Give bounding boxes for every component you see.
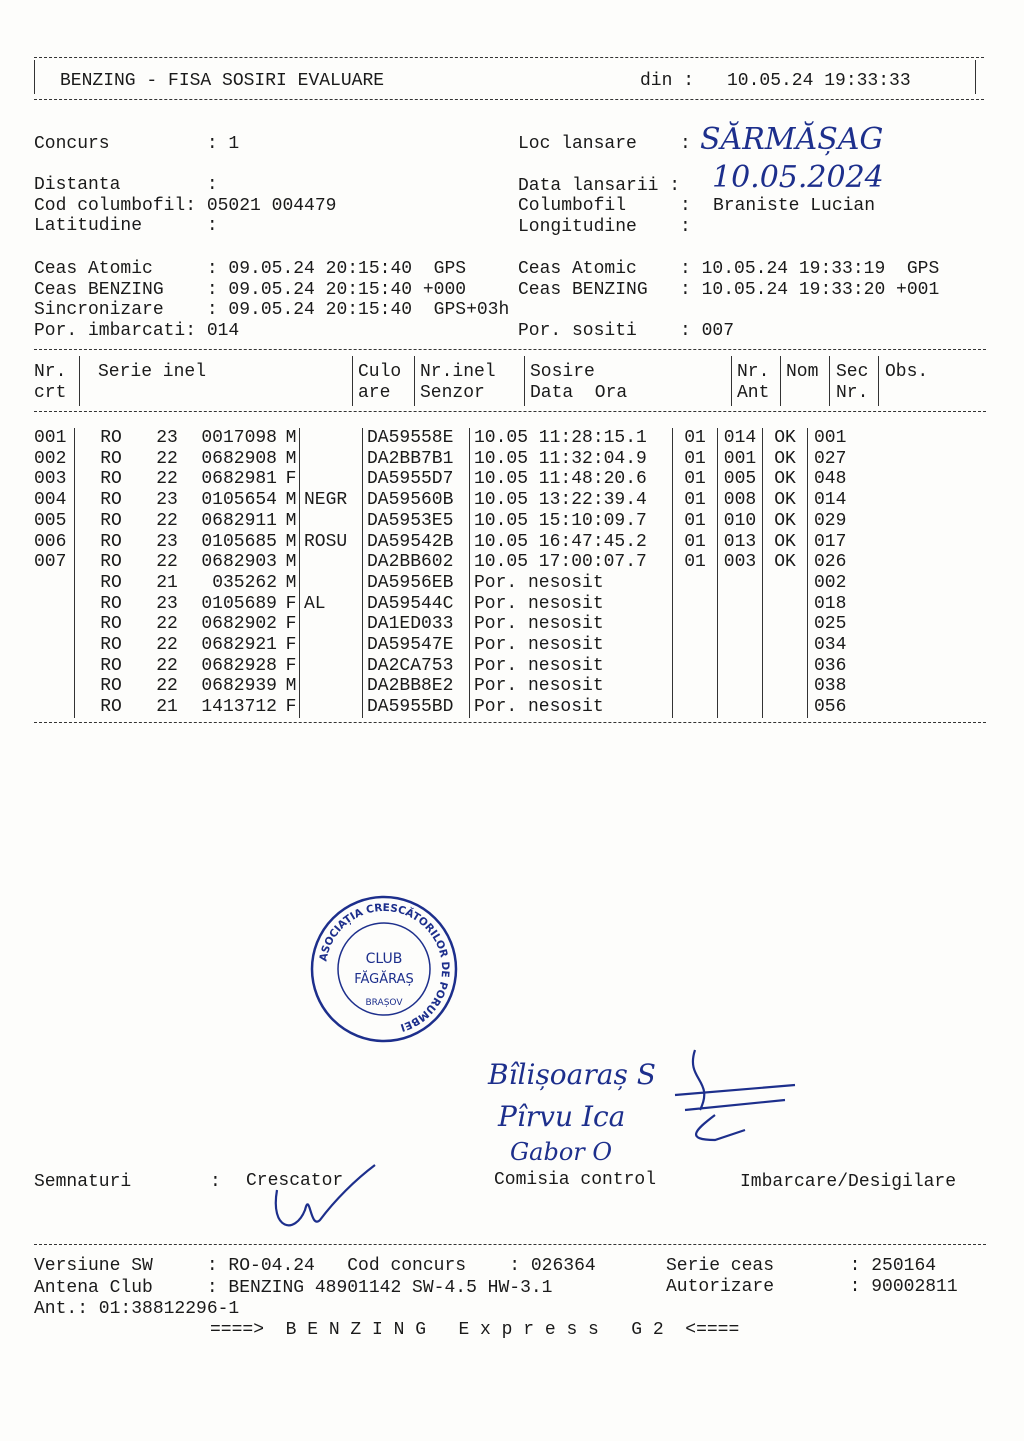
cell-nr: 001 — [34, 428, 75, 449]
table-row — [34, 449, 904, 470]
cell-sos: 10.05 16:47:45.2 — [470, 532, 673, 553]
cell-nom: 001 — [718, 449, 763, 470]
cell-yr: 21 — [156, 572, 178, 593]
cell-obs: 027 — [814, 448, 847, 469]
head-sep-2 — [352, 356, 353, 406]
cell-nr — [34, 697, 75, 718]
cell-col — [300, 635, 363, 656]
cell-sen: DA5955BD — [363, 697, 470, 718]
cell-obs: 018 — [814, 593, 847, 614]
cell-nom: 013 — [718, 532, 763, 553]
cell-sec: OK — [763, 449, 808, 470]
cell-sos: 10.05 11:32:04.9 — [470, 449, 673, 470]
cell-obs: 034 — [814, 635, 847, 656]
header-bottom-border — [34, 99, 984, 100]
cell-sex: F — [283, 656, 300, 677]
cell-sex: M — [283, 428, 300, 449]
header-left-border — [34, 60, 35, 94]
header-top-border — [34, 57, 984, 58]
cell-yr: 22 — [156, 635, 178, 656]
cell-nom: 010 — [718, 511, 763, 532]
cell-ant: 01 — [673, 449, 718, 470]
por-sositi-field: Por. sositi : 007 — [518, 321, 735, 341]
cell-nr — [34, 573, 75, 594]
cell-sec — [763, 676, 808, 697]
cell-yr: 23 — [156, 593, 178, 614]
table-row — [34, 635, 904, 656]
cell-sex: F — [283, 635, 300, 656]
cell-nom — [718, 573, 763, 594]
cell-obs: 002 — [814, 572, 847, 593]
cell-num: 0682939 — [201, 676, 277, 697]
head-sep-6 — [780, 356, 781, 406]
head-sep-3 — [414, 356, 415, 406]
ceas-benzing-left: Ceas BENZING : 09.05.24 20:15:40 +000 — [34, 280, 467, 300]
cell-sec — [763, 594, 808, 615]
footer-ant: Ant.: 01:38812296-1 — [34, 1299, 240, 1319]
cell-ant: 01 — [673, 532, 718, 553]
table-row — [34, 469, 904, 490]
col-head-crt: crt — [34, 383, 67, 403]
cell-sos: Por. nesosit — [470, 614, 673, 635]
cell-sen: DA59547E — [363, 635, 470, 656]
cell-num: 0682911 — [201, 510, 277, 531]
cell-sos: 10.05 17:00:07.7 — [470, 552, 673, 573]
columbofil-label: Columbofil : — [518, 196, 691, 216]
cell-col — [300, 469, 363, 490]
cell-ro: RO — [100, 552, 122, 573]
cell-yr: 21 — [156, 697, 178, 718]
cell-ant — [673, 676, 718, 697]
cell-sos: Por. nesosit — [470, 573, 673, 594]
cell-ant: 01 — [673, 552, 718, 573]
cell-num: 0682928 — [201, 655, 277, 676]
cell-col — [300, 656, 363, 677]
concurs-field: Concurs : 1 — [34, 134, 240, 154]
cell-sex: M — [283, 573, 300, 594]
cell-nr: 005 — [34, 511, 75, 532]
cell-sex: M — [283, 490, 300, 511]
cell-obs: 038 — [814, 676, 847, 697]
head-sep-7 — [829, 356, 830, 406]
cell-sen: DA5956EB — [363, 573, 470, 594]
table-row — [34, 697, 904, 718]
cell-ro: RO — [100, 490, 122, 511]
cell-sen: DA59542B — [363, 532, 470, 553]
semnaturi-label: Semnaturi — [34, 1172, 132, 1192]
cell-num: 0105654 — [201, 490, 277, 511]
table-row — [34, 573, 904, 594]
footer-version: Versiune SW : RO-04.24 Cod concurs : 026364 — [34, 1256, 596, 1276]
cell-nom — [718, 614, 763, 635]
ceas-atomic-left: Ceas Atomic : 09.05.24 20:15:40 GPS — [34, 259, 467, 279]
cell-sec: OK — [763, 428, 808, 449]
cell-sen: DA1ED033 — [363, 614, 470, 635]
cell-nom — [718, 594, 763, 615]
cell-sec — [763, 614, 808, 635]
cell-nr — [34, 594, 75, 615]
cell-nom: 005 — [718, 469, 763, 490]
stamp-outer-text: ASOCIAȚIA CRESCĂTORILOR DE PORUMBEI — [317, 901, 452, 1034]
cell-ro: RO — [100, 655, 122, 676]
cell-col: NEGR — [300, 490, 363, 511]
cell-ro: RO — [100, 510, 122, 531]
cell-ro: RO — [100, 469, 122, 490]
head-sep-8 — [878, 356, 879, 406]
cell-nr: 003 — [34, 469, 75, 490]
footer-autorizare: Autorizare : 90002811 — [666, 1277, 958, 1297]
cell-nom: 014 — [718, 428, 763, 449]
cell-obs: 014 — [814, 490, 847, 511]
col-head-obs: Obs. — [885, 362, 929, 382]
cell-sex: M — [283, 511, 300, 532]
table-bottom-border — [34, 722, 986, 723]
cell-yr: 22 — [156, 448, 178, 469]
cell-nom — [718, 697, 763, 718]
cell-nom — [718, 676, 763, 697]
col-head-sec-nr: Nr. — [836, 383, 869, 403]
cell-sos: 10.05 15:10:09.7 — [470, 511, 673, 532]
head-sep-1 — [79, 356, 80, 406]
head-sep-4 — [524, 356, 525, 406]
footer-serie-ceas: Serie ceas : 250164 — [666, 1256, 937, 1276]
table-row — [34, 511, 904, 532]
cell-sec — [763, 635, 808, 656]
col-head-sec: Sec — [836, 362, 869, 382]
cell-sen: DA59560B — [363, 490, 470, 511]
footer-antena: Antena Club : BENZING 48901142 SW-4.5 HW-3.1 — [34, 1278, 553, 1298]
cell-col: AL — [300, 594, 363, 615]
longitudine-field: Longitudine : — [518, 217, 691, 237]
cell-sos: 10.05 11:28:15.1 — [470, 428, 673, 449]
cell-ant — [673, 594, 718, 615]
cell-num: 0105685 — [201, 531, 277, 552]
cell-sen: DA2CA753 — [363, 656, 470, 677]
col-head-data-ora: Data Ora — [530, 383, 628, 403]
cell-col — [300, 573, 363, 594]
cell-col — [300, 676, 363, 697]
cell-num: 0682981 — [201, 469, 277, 490]
cell-sos: 10.05 11:48:20.6 — [470, 469, 673, 490]
cell-sos: Por. nesosit — [470, 697, 673, 718]
cell-sec — [763, 697, 808, 718]
cell-nr: 004 — [34, 490, 75, 511]
col-head-culo: Culo — [358, 362, 402, 382]
col-head-nr: Nr. — [34, 362, 67, 382]
cell-yr: 23 — [156, 428, 178, 448]
cell-sec: OK — [763, 511, 808, 532]
cell-obs: 029 — [814, 510, 847, 531]
cell-nom: 003 — [718, 552, 763, 573]
table-row — [34, 594, 904, 615]
cell-sos: 10.05 13:22:39.4 — [470, 490, 673, 511]
header-datetime: 10.05.24 19:33:33 — [727, 71, 911, 91]
cell-ro: RO — [100, 448, 122, 469]
cell-col — [300, 511, 363, 532]
cell-nom — [718, 635, 763, 656]
comisia-label: Comisia control — [494, 1170, 657, 1190]
table-row — [34, 676, 904, 697]
cell-ant — [673, 656, 718, 677]
cell-yr: 23 — [156, 531, 178, 552]
table-row — [34, 656, 904, 677]
cell-yr: 22 — [156, 552, 178, 573]
cell-nr — [34, 635, 75, 656]
cell-sex: M — [283, 676, 300, 697]
cell-sec: OK — [763, 490, 808, 511]
cell-yr: 22 — [156, 469, 178, 490]
cell-nr: 007 — [34, 552, 75, 573]
cell-col — [300, 428, 363, 449]
cell-num: 0682908 — [201, 448, 277, 469]
cell-ant: 01 — [673, 511, 718, 532]
table-row — [34, 428, 904, 449]
cell-sec — [763, 573, 808, 594]
table-header-border — [34, 411, 986, 412]
cell-sex: F — [283, 594, 300, 615]
head-sep-5 — [731, 356, 732, 406]
cell-num: 0682903 — [201, 552, 277, 573]
footer-top-border — [34, 1244, 986, 1245]
cell-sen: DA2BB8E2 — [363, 676, 470, 697]
col-head-nr-ant: Nr. — [737, 362, 770, 382]
cell-obs: 036 — [814, 655, 847, 676]
cell-yr: 22 — [156, 614, 178, 635]
arrivals-table — [34, 428, 904, 718]
ceas-benzing-right: Ceas BENZING : 10.05.24 19:33:20 +001 — [518, 280, 940, 300]
por-imbarcati-field: Por. imbarcati: 014 — [34, 321, 240, 341]
latitudine-field: Latitudine : — [34, 216, 218, 236]
cell-obs: 056 — [814, 697, 847, 718]
header-din-label: din : — [640, 71, 695, 91]
cell-sos: Por. nesosit — [470, 676, 673, 697]
handwritten-name-1: Bîlișoaraș S — [488, 1058, 656, 1091]
handwritten-name-3: Gabor O — [510, 1138, 613, 1166]
cell-sos: Por. nesosit — [470, 635, 673, 656]
cell-ro: RO — [100, 593, 122, 614]
distanta-field: Distanta : — [34, 175, 218, 195]
loc-lansare-handwritten: SĂRMĂȘAG — [700, 122, 884, 157]
ceas-atomic-right: Ceas Atomic : 10.05.24 19:33:19 GPS — [518, 259, 940, 279]
table-row — [34, 552, 904, 573]
cell-sen: DA5953E5 — [363, 511, 470, 532]
cell-ant: 01 — [673, 428, 718, 449]
cell-ant — [673, 635, 718, 656]
control-signature-scribble — [655, 1040, 805, 1150]
cod-columbofil-field: Cod columbofil: 05021 004479 — [34, 196, 337, 216]
cell-sex: F — [283, 614, 300, 635]
table-top-border — [34, 349, 986, 350]
cell-col — [300, 449, 363, 470]
cell-yr: 22 — [156, 655, 178, 676]
stamp-fagaras: FĂGĂRAȘ — [354, 972, 414, 987]
imbarcare-label: Imbarcare/Desigilare — [740, 1172, 957, 1192]
crescator-label: Crescator — [246, 1171, 344, 1191]
cell-ro: RO — [100, 635, 122, 656]
table-row — [34, 532, 904, 553]
cell-ro: RO — [100, 572, 122, 593]
cell-sec: OK — [763, 469, 808, 490]
col-head-nrinel: Nr.inel — [420, 362, 496, 382]
cell-obs: 017 — [814, 531, 847, 552]
page-title: BENZING - FISA SOSIRI EVALUARE — [60, 71, 385, 91]
cell-num: 1413712 — [201, 697, 277, 718]
cell-ro: RO — [100, 614, 122, 635]
cell-sen: DA59558E — [363, 428, 470, 449]
col-head-are: are — [358, 383, 391, 403]
table-row — [34, 614, 904, 635]
col-head-serie: Serie inel — [98, 362, 207, 382]
cell-nom: 008 — [718, 490, 763, 511]
cell-sen: DA2BB7B1 — [363, 449, 470, 470]
footer-brand: ====> B E N Z I N G E x p r e s s G 2 <==== — [210, 1320, 740, 1340]
cell-sos: Por. nesosit — [470, 594, 673, 615]
cell-col — [300, 552, 363, 573]
cell-sec: OK — [763, 532, 808, 553]
col-head-nom: Nom — [786, 362, 819, 382]
cell-num: 0682902 — [201, 614, 277, 635]
cell-ant — [673, 614, 718, 635]
col-head-sosire: Sosire — [530, 362, 595, 382]
table-row — [34, 490, 904, 511]
cell-ro: RO — [100, 428, 122, 448]
cell-sen: DA59544C — [363, 594, 470, 615]
cell-sec — [763, 656, 808, 677]
data-lansarii-label: Data lansarii : — [518, 176, 681, 196]
cell-num: 0105689 — [201, 593, 277, 614]
cell-sec: OK — [763, 552, 808, 573]
handwritten-name-2: Pîrvu Ica — [498, 1100, 626, 1133]
cell-ant: 01 — [673, 490, 718, 511]
cell-ant — [673, 697, 718, 718]
cell-sex: F — [283, 697, 300, 718]
cell-sen: DA5955D7 — [363, 469, 470, 490]
sincronizare-field: Sincronizare : 09.05.24 20:15:40 GPS+03h — [34, 300, 510, 320]
cell-col: ROSU — [300, 532, 363, 553]
cell-obs: 048 — [814, 469, 847, 490]
cell-nr — [34, 676, 75, 697]
col-head-ant: Ant — [737, 383, 770, 403]
header-right-border — [975, 60, 976, 94]
cell-nr — [34, 614, 75, 635]
cell-nom — [718, 656, 763, 677]
cell-ro: RO — [100, 531, 122, 552]
cell-nr: 002 — [34, 449, 75, 470]
cell-ant: 01 — [673, 469, 718, 490]
cell-yr: 22 — [156, 676, 178, 697]
stamp-brasov: BRAȘOV — [365, 998, 403, 1008]
semnaturi-colon: : — [210, 1172, 221, 1192]
columbofil-value: Braniste Lucian — [713, 196, 876, 216]
cell-num: 035262 — [212, 572, 277, 593]
cell-sos: Por. nesosit — [470, 656, 673, 677]
cell-ro: RO — [100, 676, 122, 697]
cell-ro: RO — [100, 697, 122, 718]
loc-lansare-label: Loc lansare : — [518, 134, 691, 154]
cell-nr: 006 — [34, 532, 75, 553]
club-stamp — [310, 895, 458, 1043]
cell-col — [300, 614, 363, 635]
cell-num: 0017098 — [201, 428, 277, 448]
cell-nr — [34, 656, 75, 677]
stamp-club: CLUB — [365, 951, 403, 967]
cell-sex: M — [283, 449, 300, 470]
cell-col — [300, 697, 363, 718]
cell-obs: 001 — [814, 428, 847, 448]
cell-sex: M — [283, 532, 300, 553]
cell-num: 0682921 — [201, 635, 277, 656]
cell-sex: F — [283, 469, 300, 490]
cell-yr: 22 — [156, 510, 178, 531]
data-lansarii-handwritten: 10.05.2024 — [712, 160, 884, 195]
cell-yr: 23 — [156, 490, 178, 511]
cell-sen: DA2BB602 — [363, 552, 470, 573]
cell-obs: 025 — [814, 614, 847, 635]
col-head-senzor: Senzor — [420, 383, 485, 403]
cell-sex: M — [283, 552, 300, 573]
cell-ant — [673, 573, 718, 594]
cell-obs: 026 — [814, 552, 847, 573]
